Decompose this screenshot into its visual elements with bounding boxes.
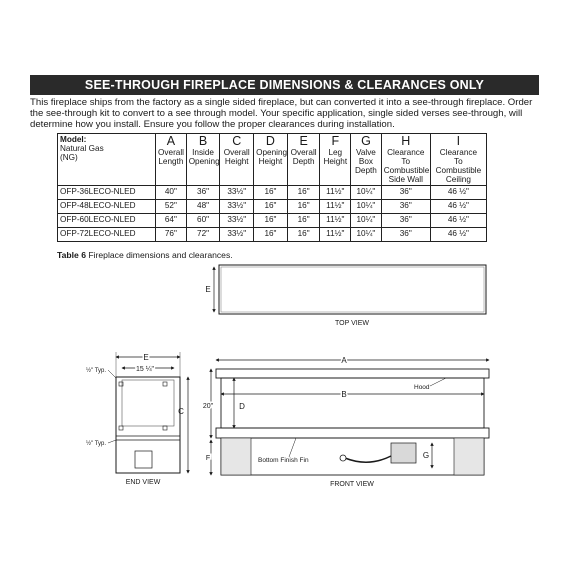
front-view-b-label: B xyxy=(341,390,347,399)
end-view-c-label: C xyxy=(178,407,184,416)
end-view-bracket-tl xyxy=(119,382,123,386)
end-view xyxy=(86,352,188,486)
model-header: Model: Natural Gas (NG) xyxy=(58,134,156,186)
caption-text: Fireplace dimensions and clearances. xyxy=(88,250,233,260)
col-header-e: E Overall Depth xyxy=(287,134,320,186)
intro-paragraph: This fireplace ships from the factory as a single sided fireplace, but can converted it into a see-through fireplace. Order the see-through kit to convert to a see through model. Your specific application, single sided verses see-through, will determine how you install. Ensure you follow the proper clearances during installation. xyxy=(30,97,533,130)
front-view-firebox xyxy=(221,378,484,428)
end-view-width-label: 15 ¼" xyxy=(135,366,155,373)
front-view-hood xyxy=(216,369,489,378)
end-view-title: END VIEW xyxy=(125,479,161,486)
top-view xyxy=(205,265,486,327)
end-view-bottom-typ: ½" Typ. xyxy=(86,441,107,447)
front-view-leg-right xyxy=(454,438,484,475)
front-view-gas-line xyxy=(345,456,391,462)
table-row: OFP-72LECO-NLED 76" 72" 33½" 16" 16" 11½" 10¼" 36" 46 ½" xyxy=(58,228,487,242)
front-view-title: FRONT VIEW xyxy=(330,481,374,488)
front-view-a-label: A xyxy=(341,356,347,365)
table-row: OFP-36LECO-NLED 40" 36" 33½" 16" 16" 11½" 10¼" 36" 46 ½" xyxy=(58,186,487,200)
table-row: OFP-48LECO-NLED 52" 48" 33½" 16" 16" 11½" 10¼" 36" 46 ½" xyxy=(58,200,487,214)
col-header-d: D Opening Height xyxy=(254,134,288,186)
end-view-bracket-mr xyxy=(163,426,167,430)
end-view-e-label: E xyxy=(143,353,149,362)
end-view-bracket-tr xyxy=(163,382,167,386)
col-header-h: H Clearance To Combustible Side Wall xyxy=(381,134,430,186)
front-view-hood-leader xyxy=(430,378,446,386)
front-view-shelf xyxy=(216,428,489,438)
end-view-top-typ: ½" Typ. xyxy=(86,368,107,374)
front-view-gas-valve xyxy=(340,455,346,461)
top-view-title: TOP VIEW xyxy=(335,320,369,327)
front-view-fin-label: Bottom Finish Fin xyxy=(258,457,309,464)
table-row: OFP-60LECO-NLED 64" 60" 33½" 16" 16" 11½" 10¼" 36" 46 ½" xyxy=(58,214,487,228)
col-header-g: G Valve Box Depth xyxy=(351,134,382,186)
front-view-height-label: 20" xyxy=(202,403,214,410)
front-view-d-label: D xyxy=(239,402,245,411)
banner-title: SEE-THROUGH FIREPLACE DIMENSIONS & CLEARANCES ONLY xyxy=(84,78,485,92)
col-header-b: B Inside Opening xyxy=(186,134,220,186)
front-view-g-label: G xyxy=(422,451,430,460)
col-header-i: I Clearance To Combustible Ceiling xyxy=(430,134,486,186)
front-view-valve-box xyxy=(391,443,416,463)
col-header-c: C Overall Height xyxy=(220,134,254,186)
end-view-bottom-typ-leader xyxy=(108,440,116,443)
end-view-top-typ-leader xyxy=(108,370,116,378)
end-view-valve-box xyxy=(135,451,152,468)
front-view-fin-leader xyxy=(289,438,296,457)
col-header-a: A Overall Length xyxy=(156,134,187,186)
top-view-e-label: E xyxy=(205,285,211,294)
front-view-leg-left xyxy=(221,438,251,475)
front-view-f-label: F xyxy=(205,455,211,462)
end-view-inner xyxy=(122,380,174,426)
top-view-inner xyxy=(221,267,484,312)
front-view xyxy=(203,356,489,488)
col-header-f: F Leg Height xyxy=(320,134,351,186)
caption-label: Table 6 xyxy=(57,250,86,260)
front-view-hood-label: Hood xyxy=(414,384,430,391)
top-view-outline xyxy=(219,265,486,314)
end-view-body xyxy=(116,377,180,473)
end-view-bracket-ml xyxy=(119,426,123,430)
